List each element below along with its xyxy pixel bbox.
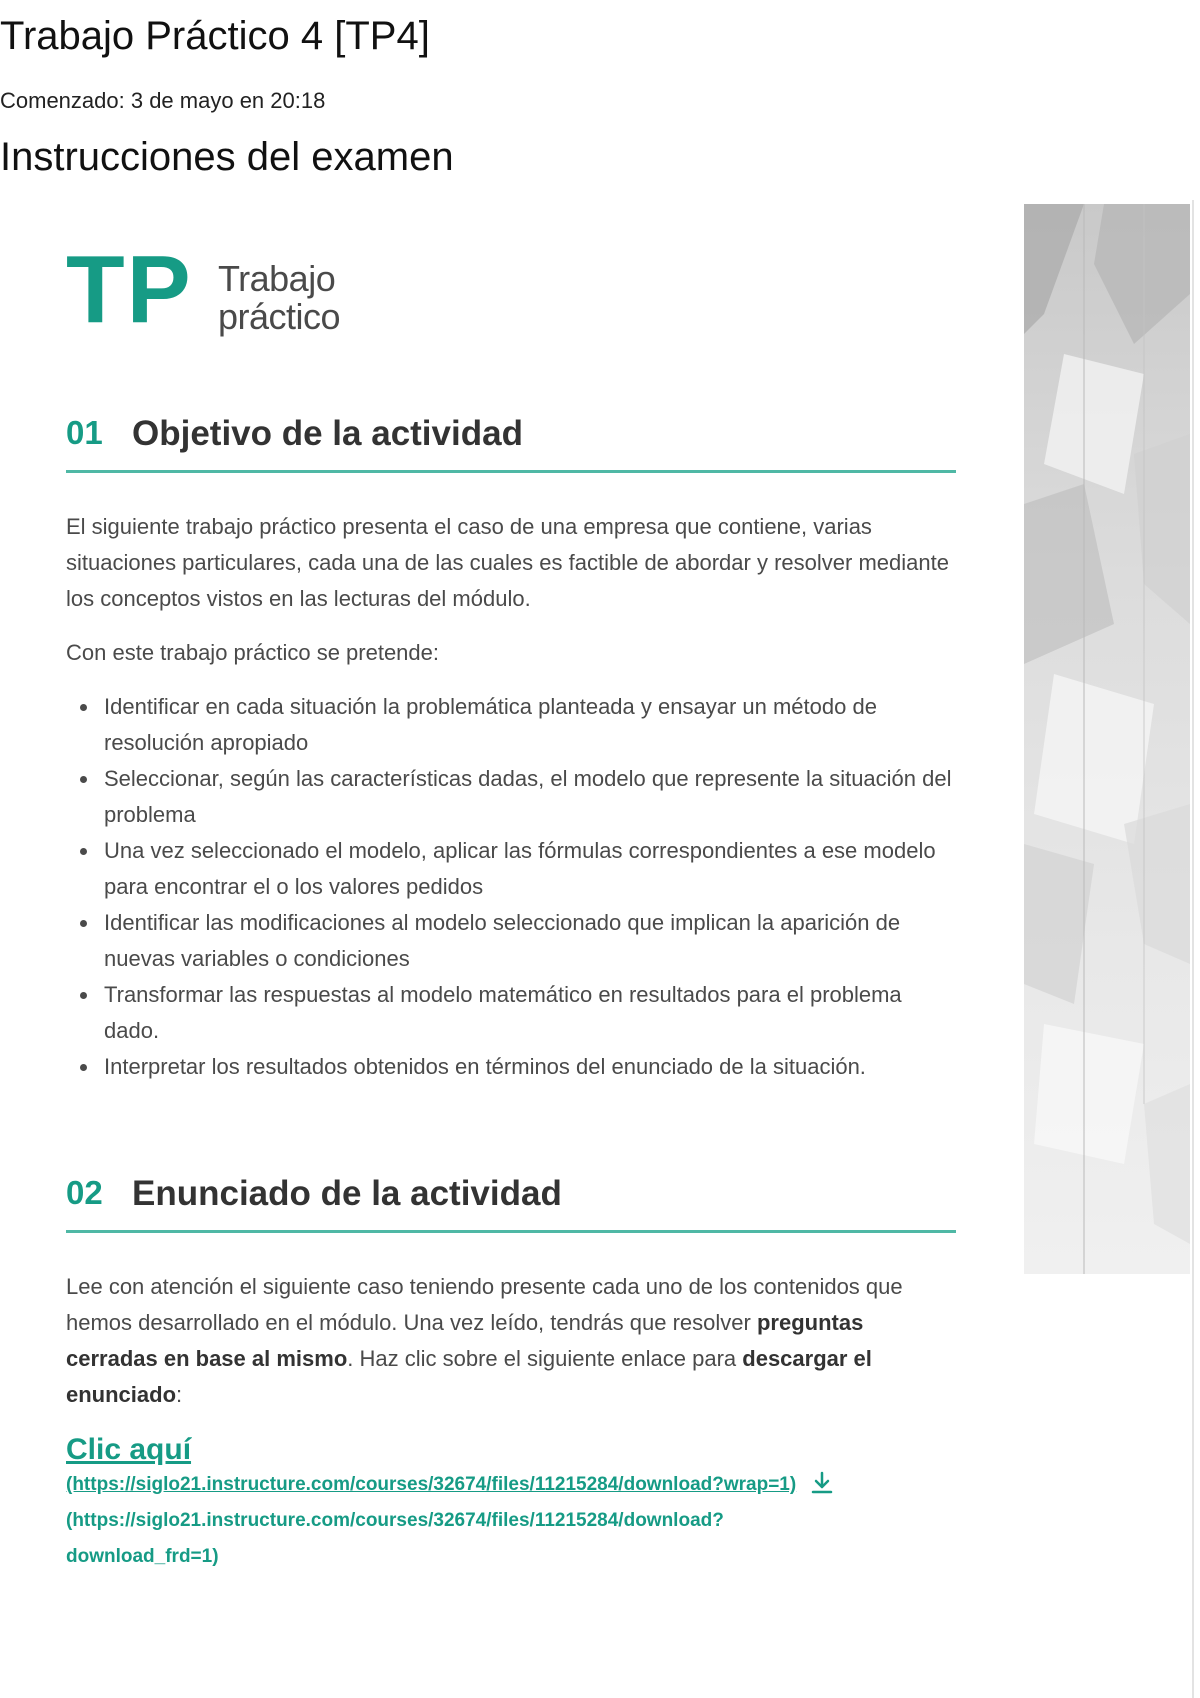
download-wrap-link[interactable]: (https://siglo21.instructure.com/courses/32674/files/11215284/download?wrap=1)	[66, 1474, 797, 1495]
logo-mark: TP	[66, 236, 193, 343]
statement-paragraph	[66, 1269, 956, 1413]
statement-text: . Haz clic sobre el siguiente enlace para	[347, 1346, 743, 1371]
tp-logo	[66, 236, 386, 350]
statement-text: :	[176, 1382, 183, 1407]
list-item: Transformar las respuestas al modelo matemático en resultados para el problema dado.	[104, 977, 956, 1049]
section-header	[66, 414, 956, 473]
statement-bold: descargar el enunciado	[66, 1346, 872, 1407]
section-title: Objetivo de la actividad	[132, 414, 523, 453]
page-title: Trabajo Práctico 4 [TP4]	[0, 14, 430, 58]
download-icon[interactable]	[811, 1471, 833, 1500]
objective-intro: Con este trabajo práctico se pretende:	[66, 640, 440, 665]
statement-bold: preguntas cerradas en base al mismo	[66, 1310, 864, 1371]
download-frd-link[interactable]	[66, 1510, 724, 1567]
list-item: Identificar en cada situación la problemática planteada y ensayar un método de resolución apropiado	[104, 689, 956, 761]
decorative-architecture-image	[1024, 204, 1190, 1274]
statement-text: Lee con atención el siguiente caso teniendo presente cada uno de los contenidos que hemos desarrollado en el módulo. Una vez leído, tendrás que resolver	[66, 1274, 903, 1335]
list-item: Una vez seleccionado el modelo, aplicar las fórmulas correspondientes a ese modelo para encontrar el o los valores pedidos	[104, 833, 956, 905]
download-link-block	[66, 1433, 956, 1575]
logo-line-1: Trabajo	[218, 258, 336, 299]
section-header	[66, 1174, 956, 1233]
section-title: Enunciado de la actividad	[132, 1174, 562, 1213]
instructions-heading: Instrucciones del examen	[0, 135, 454, 179]
goals-list	[66, 689, 956, 1085]
section-statement	[66, 1174, 956, 1575]
section-objective	[66, 414, 956, 1085]
download-frd-link-line-1[interactable]: (https://siglo21.instructure.com/courses/32674/files/11215284/download?	[66, 1510, 724, 1531]
started-timestamp: Comenzado: 3 de mayo en 20:18	[0, 88, 326, 113]
list-item: Identificar las modificaciones al modelo seleccionado que implican la aparición de nuevas variables o condiciones	[104, 905, 956, 977]
scrollbar-track[interactable]	[1192, 200, 1194, 1698]
logo-text	[218, 260, 340, 336]
section-number: 01	[66, 414, 103, 451]
logo-line-2: práctico	[218, 296, 341, 337]
clic-aqui-link[interactable]: Clic aquí	[66, 1433, 192, 1466]
list-item: Seleccionar, según las características dadas, el modelo que represente la situación del problema	[104, 761, 956, 833]
list-item: Interpretar los resultados obtenidos en términos del enunciado de la situación.	[104, 1049, 956, 1085]
section-number: 02	[66, 1174, 103, 1211]
download-frd-link-line-2[interactable]: download_frd=1)	[66, 1546, 219, 1567]
objective-paragraph: El siguiente trabajo práctico presenta el caso de una empresa que contiene, varias situaciones particulares, cada una de las cuales es factible de abordar y resolver mediante los conceptos vistos en las lecturas del módulo.	[66, 514, 949, 611]
